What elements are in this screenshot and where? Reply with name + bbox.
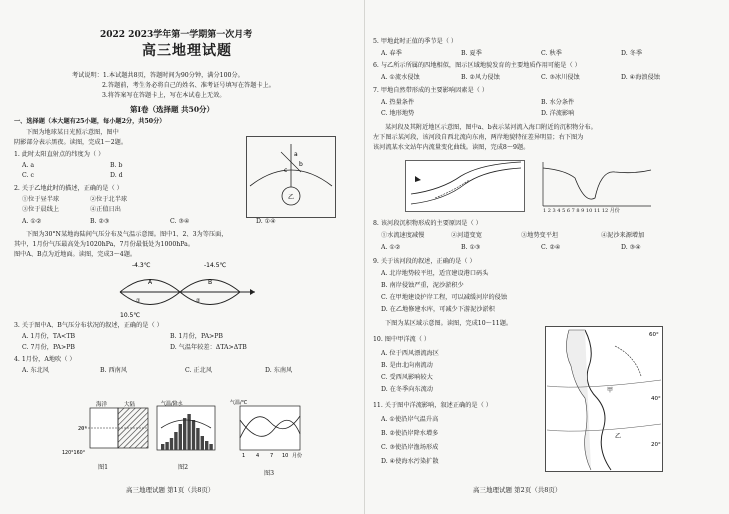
intro-line: 下图为地球某日光照示意图，图中: [26, 129, 119, 136]
temp-label: -14.5℃: [204, 262, 227, 269]
fig2-bar: [196, 428, 199, 450]
question-2: 2. 关于乙地此时的描述，正确的是（ ）: [14, 185, 123, 192]
option: C. ②④: [541, 244, 561, 251]
passage-line: 某河段及其附近地区示意图，图中a、b表示某河流入海口附近的沉积物分布。: [385, 124, 597, 131]
svg-text:b: b: [299, 161, 303, 168]
passage-line: 下图为30°N某地海陆间气压分布及气温示意图。图中1、2、3为等压面，: [26, 231, 228, 238]
option: B. 夏季: [461, 50, 482, 57]
question-10: 10. 图中甲洋流（ ）: [373, 336, 431, 343]
option: A. 位于西风漂流海区: [381, 350, 439, 357]
fig2-bar: [187, 414, 190, 450]
passage-line: 该河流某水文站年内流量变化曲线。读图，完成8～9题。: [373, 144, 530, 151]
figure-caption: 图2: [178, 464, 189, 471]
option: A. 东北风: [22, 367, 49, 374]
option: D. 在乙地修建水库，可减少下游泥沙淤积: [381, 306, 495, 313]
question-7: 7. 甲地自然带形成的主要影响因素是（ ）: [373, 87, 489, 94]
river-figure: [405, 160, 525, 212]
temp-label: 10.5℃: [120, 312, 141, 319]
note-line: 考试说明：1.本试题共8页，答题时间为90分钟，满分100分。: [72, 72, 244, 79]
right-page: [365, 0, 729, 514]
option: B. ②使沿岸降水增多: [381, 430, 439, 437]
temp-label: -4.3℃: [132, 262, 151, 269]
question-6: 6. 与乙所示所属的四地相似，图示区域地貌发育的主要地质作用可能是（ ）: [373, 62, 581, 69]
fig1-label: 120°160°: [62, 451, 86, 456]
option: B. 水分条件: [541, 99, 575, 106]
page-title: 高三地理试题: [142, 43, 232, 59]
figure-caption: 图3: [264, 470, 275, 477]
option-item: ④泥沙来源增加: [601, 232, 645, 239]
option-item: ①水流速度减慢: [381, 232, 425, 239]
question-11: 11. 关于图中洋流影响，叙述正确的是（ ）: [373, 402, 492, 409]
point-label: B: [208, 279, 213, 286]
map-label: 60°: [649, 332, 659, 338]
fig3-label: 4: [256, 453, 260, 459]
svg-text:a: a: [294, 151, 298, 158]
fig2-bar: [174, 432, 177, 450]
option: D. 在冬季向东流动: [381, 386, 433, 393]
passage-line: 下图为某区域示意图。读图，完成10～11题。: [385, 320, 513, 327]
fig1-label: 海洋: [96, 402, 108, 408]
option-item: ④正值日出: [90, 206, 121, 213]
fig2-bar: [179, 424, 182, 450]
figure-caption: 图1: [98, 464, 109, 471]
point-label: ②: [196, 298, 201, 304]
note-line: 2.答题前，考生务必将自己的姓名、准考证号填写在答题卡上。: [102, 82, 275, 89]
option: D. ①④: [256, 218, 276, 225]
note-line: 3.将答案写在答题卡上，写在本试卷上无效。: [102, 92, 226, 99]
option: C. 在甲地建设护岸工程，可以减缓河岸的侵蚀: [381, 294, 508, 301]
option: B. ②③: [90, 218, 110, 225]
passage-line: 其中，1月份气压最高处为1020hPa，7月份最低处为1000hPa。: [14, 241, 195, 248]
option: B. 西南风: [100, 367, 128, 374]
option: C. ③④: [170, 218, 190, 225]
section-heading: 一、选择题（本大题有25小题，每小题2分，共50分）: [14, 118, 166, 125]
option: C. ③冰川侵蚀: [541, 74, 580, 81]
option: D. 冬季: [621, 50, 643, 57]
fig1-label: 大陆: [124, 402, 136, 408]
option: D. 气温年较差：ΔTA>ΔTB: [170, 344, 247, 351]
option: A. 北岸地势较平坦，适宜建设港口码头: [381, 270, 489, 277]
option: A. ①流水侵蚀: [381, 74, 420, 81]
option: C. 正北风: [185, 367, 213, 374]
option: D. ④海浪侵蚀: [621, 74, 660, 81]
fig3-label: 10: [282, 453, 289, 459]
option: A. ①②: [381, 244, 401, 251]
option-item: ②位于北半球: [90, 196, 128, 203]
figure-2: [155, 398, 217, 456]
option: A. 热量条件: [381, 99, 415, 106]
question-8: 8. 该河段沉积物形成的主要原因是（ ）: [373, 220, 482, 227]
point-label: ①: [136, 298, 141, 304]
point-label: A: [148, 279, 153, 286]
option: D. 东南风: [265, 367, 293, 374]
fig2-bar: [192, 420, 195, 450]
isobar-figure: [110, 262, 270, 320]
fig2-bar: [165, 442, 168, 450]
map-label: 甲: [607, 387, 614, 394]
question-4: 4. 1月份，A地吹（ ）: [14, 356, 76, 363]
option: A. 1月份，TA<TB: [22, 333, 76, 340]
intro-line: 阴影部分表示黑夜。读图，完成1～2题。: [14, 139, 128, 146]
option: C. 受西风影响较大: [381, 374, 433, 381]
question-5: 5. 甲地此时正值的季节是（ ）: [373, 38, 458, 45]
option: B. 是由北向南流动: [381, 362, 433, 369]
figure-1: [60, 398, 150, 456]
fig2-bar: [201, 436, 204, 450]
fig2-bar: [161, 444, 164, 450]
exam-header: 2022 2023学年第一学期第一次月考: [100, 30, 253, 40]
option-item: ③位于晨线上: [22, 206, 60, 213]
option: A. a: [22, 162, 35, 169]
region-map: [545, 326, 663, 472]
map-label: 乙: [615, 433, 622, 440]
option: D. 洋流影响: [541, 110, 575, 117]
option: C. ③使沿岸渔场形成: [381, 444, 439, 451]
svg-text:c: c: [284, 167, 288, 174]
globe-figure: [246, 136, 336, 218]
svg-text:乙: 乙: [288, 194, 295, 201]
option: B. ①③: [461, 244, 481, 251]
fig2-title: 气温/降水: [161, 401, 183, 407]
question-3: 3. 关于图中A、B气压分布状况的叙述，正确的是（ ）: [14, 322, 163, 329]
option: A. ①②: [22, 218, 42, 225]
page-footer: 高三地理试题 第1页（共8页）: [126, 486, 215, 494]
fig2-bar: [205, 441, 208, 450]
fig2-bar: [183, 418, 186, 450]
option: C. c: [22, 172, 34, 179]
option: D. d: [110, 172, 123, 179]
option: C. 7月份，PA>PB: [22, 344, 75, 351]
fig3-label: 7: [270, 453, 274, 459]
option: A. ①使沿岸气温升高: [381, 416, 439, 423]
option-item: ①位于昼半球: [22, 196, 60, 203]
question-1: 1. 此时太阳直射点的纬度为（ ）: [14, 151, 105, 158]
option: B. 南岸侵蚀严重，泥沙淤积少: [381, 282, 464, 289]
fig1-label: 20°: [78, 426, 87, 432]
fig3-label: 气温/℃: [230, 400, 248, 406]
option: D. ③④: [621, 244, 641, 251]
figure-3: [230, 398, 310, 464]
passage-line: 左下图示某河段，该河段自西北流向东南，两岸地貌特征差异明显；右下图为: [373, 134, 584, 141]
option: D. ④使海水污染扩散: [381, 458, 439, 465]
option: C. 秋季: [541, 50, 562, 57]
option: C. 地形地势: [381, 110, 415, 117]
page-footer: 高三地理试题 第2页（共8页）: [473, 486, 562, 494]
fig2-bar: [170, 438, 173, 450]
fig3-label: 1: [242, 453, 246, 459]
option-item: ③地势变平坦: [521, 232, 559, 239]
passage-line: 图中A、B点为近地面。读图，完成3～4题。: [14, 251, 137, 258]
option: B. b: [110, 162, 123, 169]
option: B. ②风力侵蚀: [461, 74, 500, 81]
option: A. 春季: [381, 50, 402, 57]
fig3-label: 月份: [292, 453, 303, 459]
part-title: 第Ⅰ卷（选择题 共50分）: [130, 105, 215, 114]
option-item: ②河道变宽: [451, 232, 482, 239]
question-9: 9. 关于该河段的叙述，正确的是（ ）: [373, 258, 476, 265]
fig2-bar: [209, 444, 212, 450]
option: B. 1月份，PA>PB: [170, 333, 223, 340]
hydrograph-axis: 1 2 3 4 5 6 7 8 9 10 11 12 月份: [543, 208, 620, 214]
map-label: 20°: [651, 442, 661, 448]
map-label: 40°: [651, 396, 661, 402]
